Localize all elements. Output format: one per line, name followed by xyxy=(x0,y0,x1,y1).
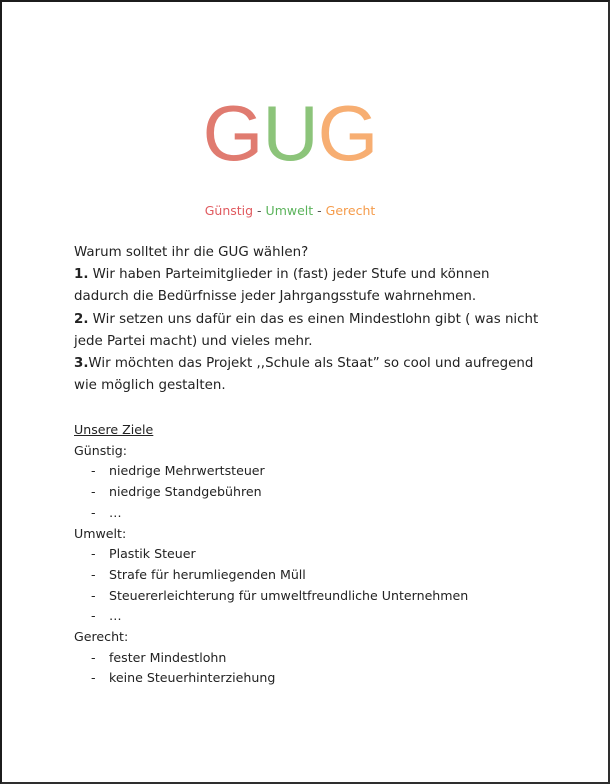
intro-point-3 xyxy=(74,353,544,397)
list-item-text: fester Mindestlohn xyxy=(109,649,227,665)
point-number: 3. xyxy=(74,356,89,372)
list-item xyxy=(74,586,544,607)
tagline-gerecht: Gerecht xyxy=(325,203,376,218)
point-text: Wir möchten das Projekt ,,Schule als Staat” so cool und aufregend wie möglich gestalten. xyxy=(74,356,534,394)
list-item-text: … xyxy=(109,608,122,624)
list-dash: - xyxy=(91,566,96,582)
tagline-separator: - xyxy=(253,203,266,218)
logo-letter-g1: G xyxy=(202,89,263,177)
list-item xyxy=(74,648,544,669)
list-item-text: Plastik Steuer xyxy=(109,546,196,562)
gug-logo xyxy=(2,88,608,178)
list-item xyxy=(74,461,544,482)
list-item-text: niedrige Mehrwertsteuer xyxy=(109,463,265,479)
list-dash: - xyxy=(91,484,96,500)
intro-section xyxy=(74,242,544,397)
list-item xyxy=(74,544,544,565)
intro-point-1 xyxy=(74,264,544,308)
list-item-text: … xyxy=(109,504,122,520)
list-dash: - xyxy=(91,463,96,479)
list-item-text: Strafe für herumliegenden Müll xyxy=(109,566,306,582)
intro-point-2 xyxy=(74,309,544,353)
point-text: Wir haben Parteimitglieder in (fast) jeder Stufe und können dadurch die Bedürfnisse jeder Jahrgangsstufe wahrnehmen. xyxy=(74,267,490,305)
tagline xyxy=(2,202,608,220)
goals-section-title: Günstig: xyxy=(74,442,127,458)
goals-list xyxy=(74,648,544,689)
list-dash: - xyxy=(91,649,96,665)
logo-letter-u: U xyxy=(262,89,318,177)
tagline-separator: - xyxy=(313,203,326,218)
point-text: Wir setzen uns dafür ein das es einen Mindestlohn gibt ( was nicht jede Partei macht) und vieles mehr. xyxy=(74,311,539,349)
list-dash: - xyxy=(91,504,96,520)
list-item-text: keine Steuerhinterziehung xyxy=(109,670,276,686)
list-item xyxy=(74,668,544,689)
list-item-text: niedrige Standgebühren xyxy=(109,484,262,500)
point-number: 1. xyxy=(74,267,89,283)
intro-question: Warum solltet ihr die GUG wählen? xyxy=(74,245,309,260)
goals-heading: Unsere Ziele xyxy=(74,422,154,437)
list-dash: - xyxy=(91,670,96,686)
list-item-text: Steuererleichterung für umweltfreundliche Unternehmen xyxy=(109,587,469,603)
goals-list xyxy=(74,461,544,523)
goals-list xyxy=(74,544,544,627)
list-dash: - xyxy=(91,608,96,624)
list-dash: - xyxy=(91,546,96,562)
list-dash: - xyxy=(91,587,96,603)
list-item xyxy=(74,482,544,503)
list-item xyxy=(74,503,544,524)
goals-section xyxy=(74,420,544,689)
list-item xyxy=(74,565,544,586)
tagline-umwelt: Umwelt xyxy=(265,203,314,218)
goals-section-title: Gerecht: xyxy=(74,629,129,645)
tagline-guenstig: Günstig xyxy=(204,203,254,218)
list-item xyxy=(74,606,544,627)
point-number: 2. xyxy=(74,311,89,327)
goals-section-title: Umwelt: xyxy=(74,525,127,541)
logo-letter-g2: G xyxy=(317,89,378,177)
